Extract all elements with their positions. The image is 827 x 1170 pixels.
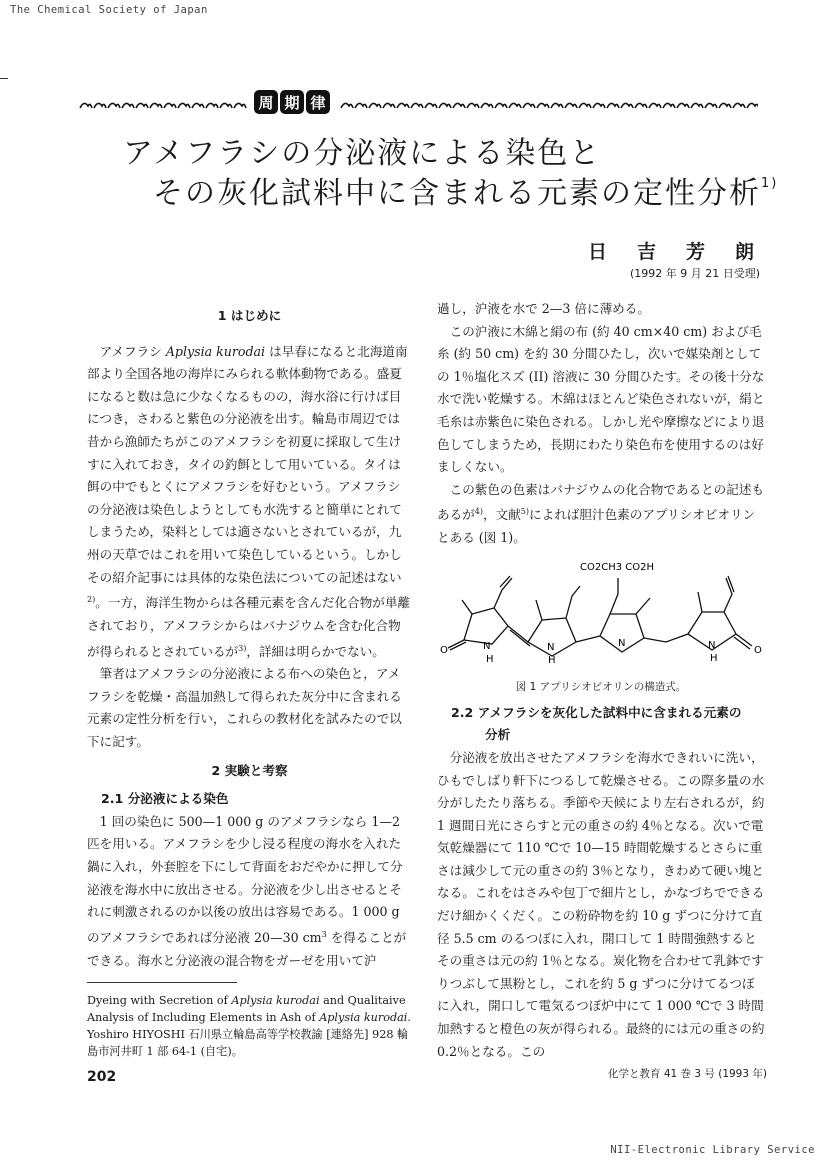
nitrogen-label: N: [547, 642, 555, 653]
banner-char: 律: [306, 90, 330, 114]
paragraph: 分泌液を放出させたアメフラシを海水できれいに洗い，ひもでしばり軒下につるして乾燥させる。この際多量の水分がしたたり落ちる。季節や天候により左右されるが，約 1 週間日光にさらすと元の重さの約 4％となる。次いで電気乾燥器にて 110 ℃で 10—15 時間乾燥するとさらに重さは減少して元の重さの約 3％となり，きわめて硬い塊となる。これをはさみや包丁で細片とし，かなづちでできるだけ細かくくだく。この粉砕物を約 10 g ずつに分けて直径 5.5 cm のるつぼに入れ，開口して 1 時間強熱するとその重さは元の約 1％となる。炭化物を合わせて乳鉢ですりつぶして黒粉とし，これを約 5 g ずつに分けてるつぼに入れ，開口して電気るつぼ炉中にて 1 000 ℃で 3 時間加熱すると橙色の灰が得られる。最終的には元の重さの約 0.2％となる。この: [437, 749, 765, 1059]
margin-tick: [0, 78, 8, 79]
received-date: (1992 年 9 月 21 日受理): [630, 267, 761, 280]
hydrogen-label: H: [486, 654, 494, 665]
nitrogen-label: N: [483, 641, 491, 652]
journal-citation: 化学と教育 41 巻 3 号 (1993 年): [608, 1068, 767, 1080]
figure-caption: 図 1 アプリシオビオリンの構造式。: [515, 681, 687, 693]
wave-ornament-right: [340, 98, 758, 110]
footnote-rule: [87, 982, 237, 983]
paragraph: 筆者はアメフラシの分泌液による布への染色と，アメフラシを乾燥・高温加熱して得られた灰分中に含まれる元素の定性分析を行い，これらの教材化を試みたので以下に記す。: [87, 666, 402, 750]
paragraph: アメフラシ Aplysia kurodai は早春になると北海道南部より全国各地の海岸にみられる軟体動物である。盛夏になると数は急に少なくなるものの，海水浴に行けば目につき，さわると紫色の分泌液を出す。輪島市周辺では昔から漁師たちがこのアメフラシを初夏に採取して生けすに入れておき，タイの釣餌として用いている。タイは餌の中でもとくにアメフラシを好むという。アメフラシの分泌液は染色しようとしても水洗すると簡単にとれてしまうため，染料としては適さないとされているが，九州の天草ではこれを用いて染色しているという。しかしその紹介記事には具体的な染色法についての記述はない$^{2)}$。一方，海洋生物からは各種元素を含んだ化合物が単離されており，アメフラシからはバナジウムを含む化合物が得られるとされているが$^{3)}$，詳細は明らかでない。: [87, 343, 411, 659]
subsection-heading: 2.2 アメフラシを灰化した試料中に含まれる元素の: [451, 704, 742, 720]
molecule-bonds: [448, 576, 752, 656]
library-service-footer: NII-Electronic Library Service: [610, 1144, 815, 1156]
hydrogen-label: H: [548, 655, 556, 666]
hydrogen-label: H: [710, 653, 718, 664]
subsection-heading: 2.1 分泌液による染色: [101, 791, 229, 807]
section-heading-intro: 1 はじめに: [217, 308, 282, 323]
page-number: 202: [87, 1069, 117, 1085]
title-footnote-ref: 1): [761, 176, 779, 191]
paragraph: この紫色の色素はバナジウムの化合物であるとの記述もあるが$^{4)}$，文献$^{5)}$によれば胆汁色素のアプリシオビオリンとある (図 1)。: [437, 481, 765, 546]
banner-char: 期: [280, 90, 304, 114]
wave-ornament-left: [78, 98, 250, 110]
author-name: 日吉芳朗: [588, 241, 785, 263]
nitrogen-label: N: [618, 638, 626, 649]
section-heading-experiment: 2 実験と考察: [211, 762, 288, 778]
oxygen-label: O: [754, 645, 762, 656]
subsection-heading-cont: 分析: [485, 727, 511, 743]
paragraph: 過し，沪液を水で 2—3 倍に薄める。: [437, 301, 650, 316]
society-header: The Chemical Society of Japan: [10, 4, 208, 16]
article-title-line1: アメフラシの分泌液による染色と: [123, 136, 602, 171]
paragraph: この沪液に木綿と絹の布 (約 40 cm×40 cm) および毛糸 (約 50 cm) を約 30 分間ひたし，次いで媒染剤としての 1％塩化スズ (II) 溶液に 30 分間ひたす。その後十分な水で洗い乾燥する。木綿はほとんど染色されないが，絹と毛糸は赤紫色に染色される。しかし光や摩擦などにより退色してしまうため，長期にわたり染色布を使用するのは好ましくない。: [437, 323, 765, 475]
structure-figure: [440, 556, 770, 668]
footnote: Dyeing with Secretion of Aplysia kurodai and Qualitaive Analysis of Including Elements in Ash of Aplysia kurodai. Yoshiro HIYOSHI 石川県立輪島高等学校教諭 [連絡先] 928 輪島市河井町 1 部 64-1 (自宅)。: [87, 994, 411, 1058]
banner-title: [254, 90, 330, 114]
nitrogen-label: N: [708, 640, 716, 651]
oxygen-label: O: [440, 645, 448, 656]
banner-char: 周: [254, 90, 278, 114]
left-column: [87, 290, 412, 972]
article-title-line2: その灰化試料中に含まれる元素の定性分析$^{1)}$: [153, 176, 779, 211]
paragraph: 1 回の染色に 500—1 000 g のアメフラシなら 1—2 匹を用いる。アメフラシを少し浸る程度の海水を入れた鍋に入れ，外套腔を下にして背面をおだやかに押して分泌液を海水中に放出させる。分泌液を少し出させるとそれに刺激されるのか以後の放出は容易である。1 000 g のアメフラシであれば分泌液 20—30 $cm^3$ を得ることができる。海水と分泌液の混合物をガーゼを用いて沪: [87, 813, 407, 968]
section-banner: [78, 90, 758, 116]
carboxyl-label: CO2CH3 CO2H: [580, 562, 654, 573]
